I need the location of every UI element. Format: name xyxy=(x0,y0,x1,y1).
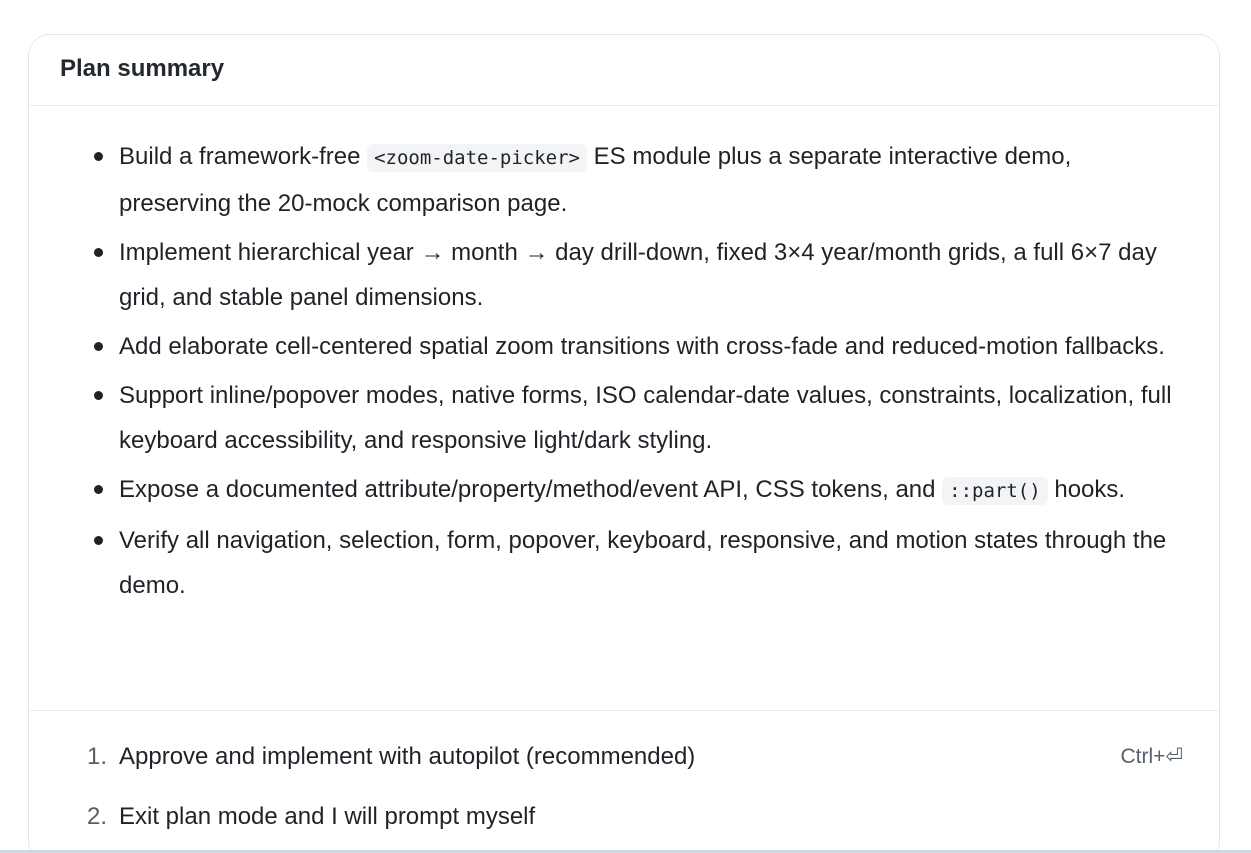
bullet-text: Implement hierarchical year → month → day drill-down, fixed 3×4 year/month grids, a full 6×7 day grid, and stable panel dimensions. xyxy=(119,239,1157,311)
bullet-text: Support inline/popover modes, native forms, ISO calendar-date values, constraints, localization, full keyboard accessibility, and responsive light/dark styling. xyxy=(119,382,1172,454)
bullet-text: Verify all navigation, selection, form, popover, keyboard, responsive, and motion states through the demo. xyxy=(119,527,1167,599)
plan-bullet-list xyxy=(29,134,1219,608)
option-approve-autopilot[interactable] xyxy=(29,737,1219,797)
inline-code: ::part() xyxy=(942,477,1048,505)
plan-summary-card xyxy=(28,34,1220,853)
bullet-text: ES module plus a separate interactive demo, preserving the 20-mock comparison page. xyxy=(119,143,1072,217)
keyboard-shortcut-hint: Ctrl+⏎ xyxy=(1120,745,1183,768)
option-exit-plan-mode[interactable] xyxy=(29,797,1219,853)
card-header xyxy=(29,35,1219,106)
plan-bullet-2 xyxy=(29,230,1219,320)
bullet-text: Expose a documented attribute/property/method/event API, CSS tokens, and xyxy=(119,476,943,503)
plan-bullet-1 xyxy=(29,134,1219,226)
option-label: Exit plan mode and I will prompt myself xyxy=(119,803,536,830)
panel-title: Plan summary xyxy=(60,55,225,82)
bullet-text: hooks. xyxy=(1047,476,1126,503)
plan-body xyxy=(29,106,1219,711)
option-list xyxy=(29,711,1219,853)
bullet-text: Build a framework-free xyxy=(119,143,368,170)
plan-bullet-6 xyxy=(29,518,1219,608)
option-number: 1. xyxy=(86,743,107,770)
plan-bullet-4 xyxy=(29,373,1219,463)
inline-code: <zoom-date-picker> xyxy=(367,144,587,172)
bullet-text: Add elaborate cell-centered spatial zoom transitions with cross-fade and reduced-motion fallbacks. xyxy=(119,333,1165,360)
option-number: 2. xyxy=(86,803,107,830)
plan-bullet-5 xyxy=(29,467,1219,514)
option-label: Approve and implement with autopilot (recommended) xyxy=(119,743,696,770)
plan-bullet-3 xyxy=(29,324,1219,369)
